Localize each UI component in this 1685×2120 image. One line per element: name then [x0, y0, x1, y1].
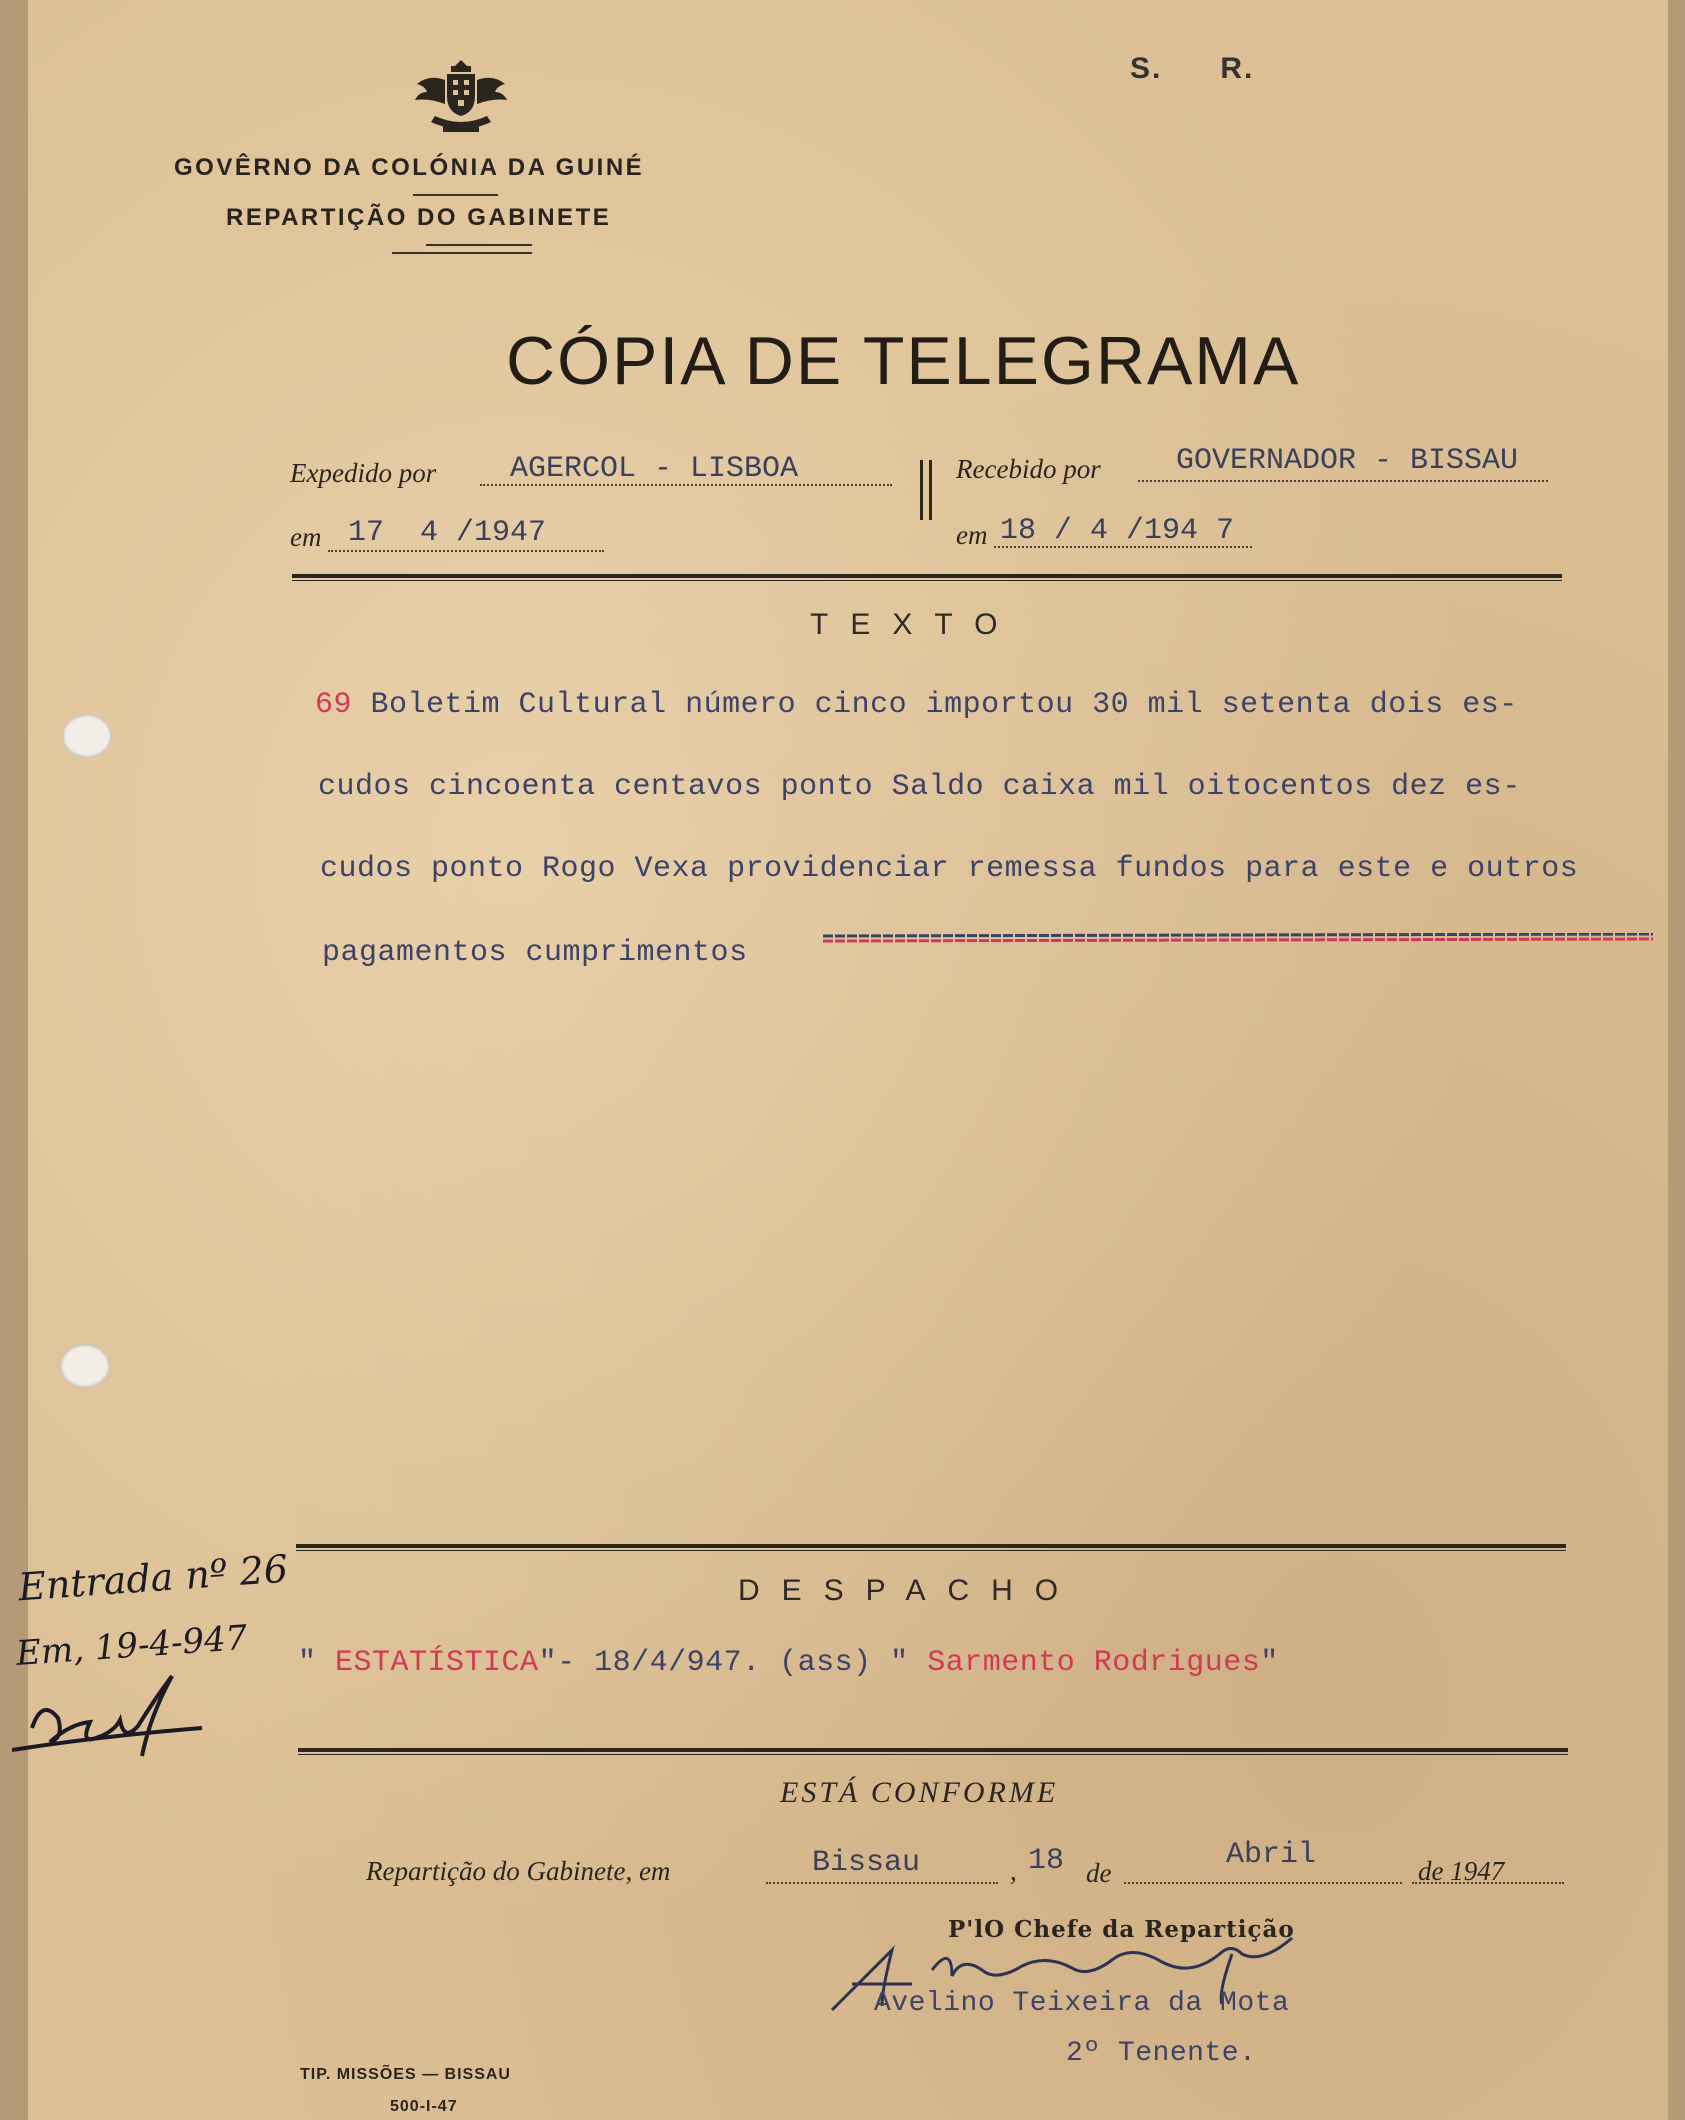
despacho-date: "- 18/4/947.	[538, 1646, 761, 1680]
entry-note: Entrada nº 26	[16, 1546, 290, 1610]
received-date-label: em	[956, 520, 988, 550]
department-heading: REPARTIÇÃO DO GABINETE	[226, 204, 612, 231]
divider	[413, 194, 498, 196]
signatory-name: Avelino Teixeira da Mota	[874, 1988, 1290, 2019]
document-page	[14, 0, 1668, 2120]
received-by-label: Recebido por	[956, 454, 1101, 484]
divider	[392, 252, 532, 254]
divider	[426, 244, 532, 246]
section-rule	[296, 1544, 1566, 1551]
text-line-1-content: Boletim Cultural número cinco importou 30 mil setenta dois es-	[370, 688, 1518, 722]
telegram-number: 69	[315, 688, 353, 722]
coat-of-arms-icon	[413, 56, 509, 138]
signatory-rank: 2º Tenente.	[1066, 2038, 1257, 2069]
page-title: CÓPIA DE TELEGRAMA	[506, 323, 1301, 399]
despacho-target: ESTATÍSTICA	[335, 1646, 539, 1680]
margin-initials-signature	[2, 1670, 212, 1766]
despacho-line	[298, 1646, 1279, 1680]
text-line-3: cudos ponto Rogo Vexa providenciar remessa fundos para este e outros	[320, 852, 1579, 886]
sent-by-value: AGERCOL - LISBOA	[510, 452, 799, 486]
sent-by-label: Expedido por	[290, 458, 437, 488]
sent-date-label: em	[290, 522, 322, 552]
year-label: de 1947	[1418, 1856, 1505, 1886]
office-label: Repartição do Gabinete, em	[366, 1856, 671, 1886]
despacho-heading: DESPACHO	[738, 1574, 1081, 1607]
city-value: Bissau	[812, 1846, 921, 1880]
section-rule	[298, 1748, 1568, 1755]
day-value: 18	[1028, 1844, 1065, 1878]
signatory-role: P'lO Chefe da Repartição	[948, 1916, 1295, 1943]
text-line-2: cudos cincoenta centavos ponto Saldo caixa mil oitocentos dez es-	[318, 770, 1521, 804]
despacho-name: Sarmento Rodrigues	[927, 1646, 1261, 1680]
print-run: 500-I-47	[390, 2098, 458, 2115]
received-date-value: 18 / 4 /194 7	[1000, 514, 1235, 548]
reference-s: S.	[1130, 52, 1163, 85]
reference-mark	[1130, 52, 1312, 86]
conformity-heading: ESTÁ CONFORME	[780, 1776, 1059, 1809]
quote-mark: "	[1260, 1646, 1279, 1680]
printer-imprint: TIP. MISSÕES — BISSAU	[300, 2066, 511, 2083]
de-label: de	[1086, 1858, 1112, 1888]
government-heading: GOVÊRNO DA COLÓNIA DA GUINÉ	[174, 154, 645, 181]
entry-date-note: Em, 19-4-947	[14, 1617, 249, 1675]
punch-hole	[62, 714, 112, 758]
text-heading: TEXTO	[810, 608, 1020, 641]
text-line-1	[315, 688, 1518, 722]
sent-date-value: 17 4 /1947	[348, 516, 547, 550]
comma: ,	[1010, 1856, 1017, 1886]
closing-strikeout	[823, 933, 1653, 945]
despacho-signed: (ass) "	[779, 1646, 909, 1680]
received-by-value: GOVERNADOR - BISSAU	[1176, 444, 1519, 478]
month-value: Abril	[1226, 1838, 1317, 1872]
punch-hole	[60, 1344, 110, 1388]
section-rule	[292, 574, 1562, 581]
year-line	[1412, 1852, 1564, 1884]
quote-mark: "	[298, 1646, 317, 1680]
reference-r: R.	[1220, 52, 1255, 85]
text-line-4: pagamentos cumprimentos	[322, 936, 748, 970]
routing-separator	[920, 460, 932, 520]
